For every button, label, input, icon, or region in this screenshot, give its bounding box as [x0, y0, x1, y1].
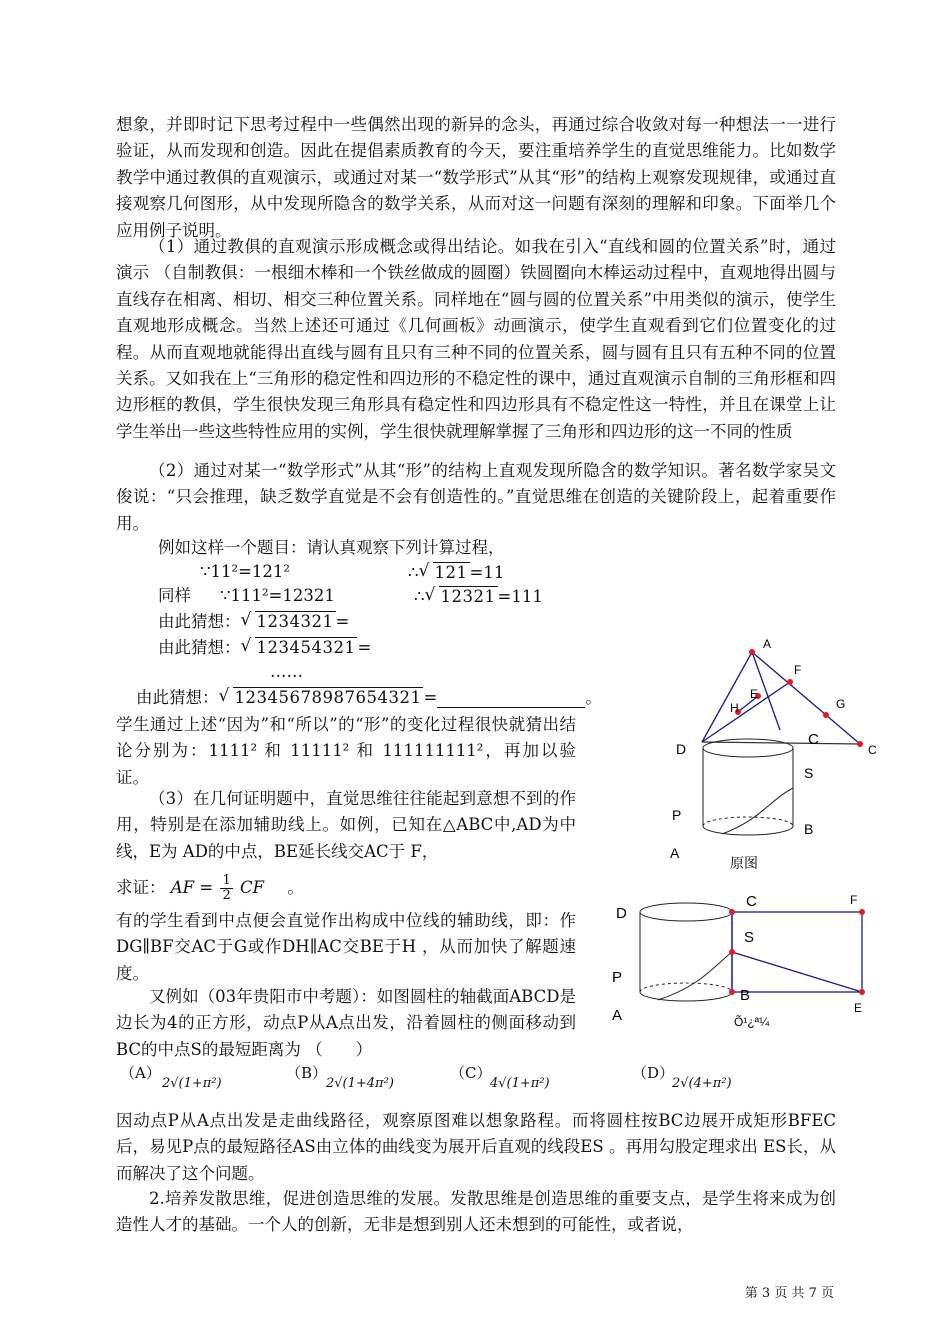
fig1-label-a2: A	[670, 845, 680, 861]
paragraph-1: （1）通过教俱的直观演示形成概念或得出结论。如我在引入“直线和圆的位置关系”时，通过演示 （自制教俱：一根细木棒和一个铁丝做成的圆圈）铁圆圈向木棒运动过程中，直观地得出圆与直线存在相离、相切、相交三种位置关系。同样地在“圆与圆的位置关系”中用类似的演示，使学生直观地形成概念。当然上述还可通过《几何画板》动画演示，使学生直观看到它们位置变化的过程。从而直观地就能得出直线与圆有且只有三种不同的位置关系，圆与圆有且只有五种不同的位置关系。又如我在上“三角形的稳定性和四边形的不稳定性的课中，通过直观演示自制的三角形框和四边形框的教俱，学生很快发现三角形具有稳定性和四边形具有不稳定性这一特性，并且在课堂上让学生举出一些这些特性应用的实例，学生很快就理解掌握了三角形和四边形的这一不同的性质	[116, 237, 836, 441]
figure-unfolded	[600, 890, 890, 1050]
option-d-label[interactable]: （D）	[632, 1064, 675, 1082]
fig1-label-s: S	[804, 765, 814, 781]
example-intro: 例如这样一个题目：请认真观察下列计算过程，	[158, 538, 505, 557]
math-therefore-1: ∴√ 121 =11	[408, 563, 504, 583]
fig2-label-s: S	[744, 929, 755, 946]
fig1-label-c: C	[808, 731, 819, 748]
fig2-label-c: C	[746, 893, 757, 910]
paragraph-4: 又例如（03年贵阳市中考题）：如图圆柱的轴截面ABCD是边长为4的正方形，动点P从A点出发，沿着圆柱的侧面移动到BC的中点S的最短距离为 （ ）	[116, 987, 576, 1059]
math-because-1: ∵11²=121²	[200, 562, 291, 581]
prove-statement: 求证： AF = $\frac{1}{2}$ CF 。	[116, 873, 304, 903]
paragraph-3a: （3）在几何证明题中，直觉思维往往能起到意想不到的作用，特别是在添加辅助线上。如例，已知在△ABC中,AD为中线，E为 AD的中点，BE延长线交AC于 F，	[116, 789, 576, 861]
fig1-label-p: P	[672, 807, 682, 823]
fig2-caption: Õ¹¿ª¼	[734, 1015, 770, 1029]
math-guess-1: 由此猜想：√ 1234321 =	[158, 612, 349, 632]
option-c-value: 4√(1+π²)	[490, 1076, 550, 1091]
option-a-value: 2√(1+π²)	[162, 1076, 222, 1091]
option-c-label[interactable]: （C）	[450, 1064, 492, 1082]
fig2-label-a: A	[612, 1007, 623, 1024]
rectangle-bfec	[732, 912, 862, 992]
fig1-label-g: G	[836, 697, 846, 711]
fig1-label-c-small: C	[868, 743, 877, 757]
figure-original	[660, 630, 890, 880]
fig1-label-a: A	[763, 637, 772, 651]
option-d-value: 2√(4+π²)	[672, 1076, 732, 1091]
math-therefore-2: ∴√ 12321 =111	[414, 587, 543, 607]
math-ellipsis: ……	[270, 662, 303, 681]
math-same-label: 同样	[158, 586, 191, 605]
option-b-label[interactable]: （B）	[286, 1064, 328, 1082]
fig1-label-h: H	[730, 701, 739, 715]
fig1-label-f: F	[794, 663, 802, 677]
option-b-value: 2√(1+4π²)	[326, 1076, 394, 1091]
answer-blank[interactable]	[437, 691, 585, 708]
fig1-label-d: D	[676, 741, 687, 757]
math-guess-2: 由此猜想：√ 123454321 =	[158, 638, 371, 658]
paragraph-5: 因动点P从A点出发是走曲线路径，观察原图难以想象路程。而将圆柱按BC边展开成矩形BFEC后，易见P点的最短路径AS由立体的曲线变为展开后直观的线段ES 。再用勾股定理求出 ES长，从而解决了这个问题。	[116, 1111, 836, 1183]
paragraph-conclusion: 学生通过上述“因为”和“所以”的“形”的变化过程很快就猜出结论分别为：1111² 和 11111² 和 111111111²，再加以验证。	[116, 715, 576, 787]
fig2-label-e: E	[854, 1001, 863, 1015]
rectangle-points	[729, 909, 865, 995]
fig2-label-b: B	[740, 987, 751, 1004]
fraction-half: $\frac{1}{2}$	[222, 873, 231, 903]
math-because-2: ∵111²=12321	[220, 586, 335, 605]
option-a-label[interactable]: （A）	[120, 1064, 161, 1082]
paragraph-6: 2.培养发散思维，促进创造思维的发展。发散思维是创造思维的重要支点，是学生将来成为创造性人才的基础。一个人的创新，无非是想到别人还未想到的可能性，或者说，	[116, 1189, 836, 1235]
math-guess-3: 由此猜想：√ 12345678987654321 = 。	[136, 688, 602, 708]
paragraph-3b: 有的学生看到中点便会直觉作出构成中位线的辅助线，即：作DG∥BF交AC于G或作DH∥AC交BE于H ，从而加快了解题速度。	[116, 911, 576, 983]
fig1-caption: 原图	[730, 855, 758, 871]
fig2-label-p: P	[612, 969, 623, 986]
fig1-label-e: E	[750, 687, 759, 701]
page-footer: 第 3 页 共 7 页	[744, 1286, 834, 1301]
cylinder	[703, 739, 793, 835]
fig2-label-d: D	[616, 905, 627, 922]
cylinder-unfolded	[640, 903, 732, 1001]
fig1-label-b: B	[804, 821, 814, 837]
paragraph-intro: 想象，并即时记下思考过程中一些偶然出现的新异的念头，再通过综合收敛对每一种想法一一进行验证，从而发现和创造。因此在提倡素质教育的今天，要注重培养学生的直觉思维能力。比如数学教学中通过教俱的直观演示，或通过对某一“数学形式”从其“形”的结构上观察发现规律，或通过直接观察几何图形，从中发现所隐含的数学关系，从而对这一问题有深刻的理解和印象。下面举几个应用例子说明。	[116, 115, 836, 240]
paragraph-2: （2）通过对某一“数学形式”从其“形”的结构上直观发现所隐含的数学知识。著名数学家吴文俊说：“只会推理，缺乏数学直觉是不会有创造性的。”直觉思维在创造的关键阶段上，起着重要作用。	[116, 461, 836, 533]
fig2-label-f: F	[850, 893, 858, 907]
